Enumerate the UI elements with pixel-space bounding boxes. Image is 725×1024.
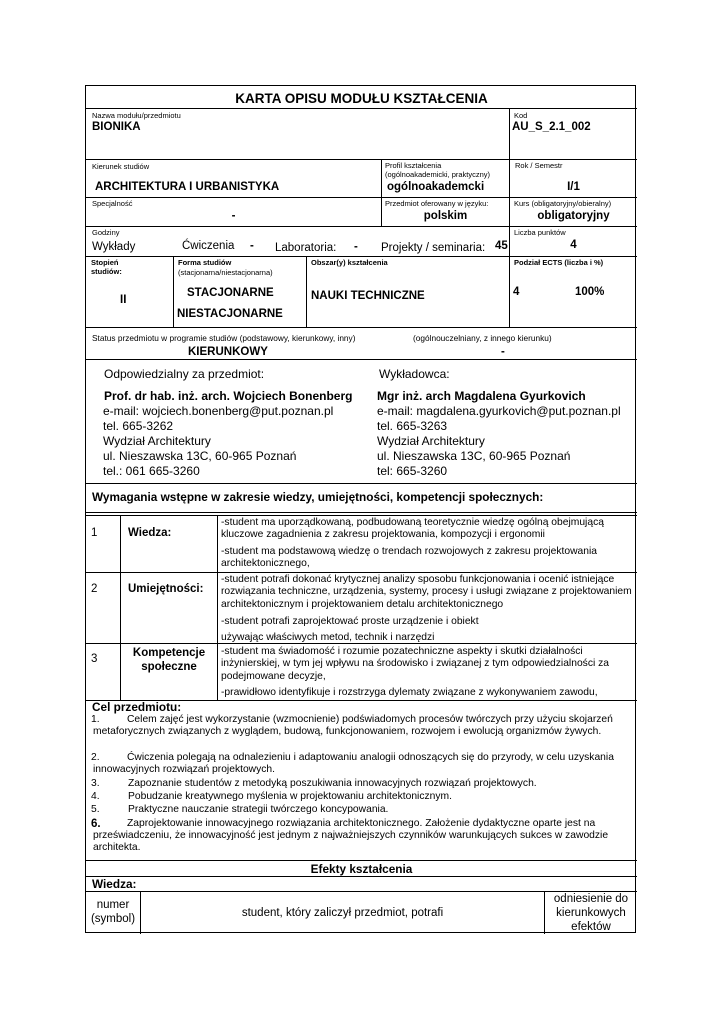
lecturer-department: Wydział Architektury: [377, 434, 485, 448]
ects-label: Podział ECTS (liczba i %): [514, 258, 604, 267]
divider: [381, 159, 382, 197]
divider: [86, 359, 637, 360]
document-title: KARTA OPISU MODUŁU KSZTAŁCENIA: [235, 91, 488, 106]
study-form-label-sub: (stacjonarna/niestacjonarna): [178, 268, 273, 277]
goal-number: 3.: [91, 778, 100, 789]
requirement-2-item-2: -student potrafi zaprojektować proste urządzenie i obiekt używając właściwych metod, technik i narzędzi: [221, 616, 479, 643]
laboratories-value: -: [354, 241, 358, 253]
language-label: Przedmiot oferowany w języku:: [385, 199, 489, 208]
divider: [509, 256, 510, 327]
divider: [86, 512, 637, 513]
requirement-2-label: Umiejętności:: [128, 583, 204, 595]
requirement-3-number: 3: [91, 653, 98, 665]
goal-number: 1.: [91, 714, 100, 725]
goal-text: Zapoznanie studentów z metodyką poszukiwania innowacyjnych rozwiązań projektowych.: [128, 778, 537, 789]
divider: [86, 327, 637, 328]
module-name-value: BIONIKA: [92, 121, 141, 133]
course-type-value: obligatoryjny: [537, 210, 610, 222]
profile-label: Profil kształcenia: [385, 161, 442, 170]
lecturer-name: Mgr inż. arch Magdalena Gyurkovich: [377, 389, 586, 403]
module-card: [85, 85, 636, 933]
profile-label-sub: (ogólnoakademicki, praktyczny): [385, 170, 491, 179]
effects-column-reference: odniesienie do kierunkowych efektów: [553, 893, 629, 933]
module-code-value: AU_S_2.1_002: [512, 121, 591, 133]
divider: [86, 572, 637, 573]
divider: [86, 197, 637, 198]
effects-column-description: student, który zaliczył przedmiot, potrafi: [241, 907, 444, 919]
year-semester-label: Rok / Semestr: [515, 161, 563, 170]
specialty-label: Specjalność: [92, 199, 133, 208]
responsible-email: e-mail: wojciech.bonenberg@put.poznan.pl: [103, 404, 334, 418]
responsible-name: Prof. dr hab. inż. arch. Wojciech Bonenberg: [104, 389, 353, 403]
responsible-label: Odpowiedzialny za przedmiot:: [104, 367, 265, 381]
requirement-3-item-2: -prawidłowo identyfikuje i rozstrzyga dylematy związane z wykonywaniem zawodu,: [221, 687, 598, 698]
goal-text: Praktyczne nauczanie strategii twórczego koncypowania.: [128, 804, 389, 815]
responsible-address: ul. Nieszawska 13C, 60-965 Poznań: [103, 449, 297, 463]
divider: [217, 515, 218, 700]
goal-item: [86, 714, 634, 738]
goal-number: 5.: [91, 804, 100, 815]
requirements-heading: Wymagania wstępne w zakresie wiedzy, umiejętności, kompetencji społecznych:: [92, 490, 544, 504]
module-code-label: Kod: [514, 111, 528, 120]
course-type-label: Kurs (obligatoryjny/obieralny): [514, 199, 612, 208]
degree-value: II: [120, 294, 127, 306]
area-value: NAUKI TECHNICZNE: [311, 290, 425, 302]
year-semester-value: I/1: [567, 181, 580, 193]
divider: [86, 860, 637, 861]
knowledge-heading: Wiedza:: [92, 877, 137, 891]
requirement-1-item-1: -student ma uporządkowaną, podbudowaną teoretycznie wiedzę ogólną obejmującą kluczowe zagadnienia z zakresu projektowania, kompozycji i ergonomii: [221, 517, 604, 541]
effects-heading: Efekty kształcenia: [310, 862, 413, 876]
responsible-phone: tel. 665-3262: [103, 419, 174, 433]
ects-number: 4: [513, 286, 520, 298]
goal-number: 2.: [91, 752, 100, 763]
divider: [86, 226, 637, 227]
ects-percent: 100%: [575, 286, 605, 298]
degree-label: Stopień: [91, 258, 119, 267]
requirement-3-item-1: -student ma świadomość i rozumie pozatechniczne aspekty i skutki działalności inżynierskiej, w tym jej wpływu na środowisko i związanej z tym odpowiedzialności za podejmowane decyzje,: [221, 646, 609, 682]
divider: [173, 256, 174, 327]
lecturer-email: e-mail: magdalena.gyurkovich@put.poznan.pl: [377, 404, 621, 418]
requirement-1-number: 1: [91, 527, 98, 539]
divider: [86, 483, 637, 484]
direction-value: ARCHITEKTURA I URBANISTYKA: [95, 181, 280, 193]
responsible-phone-2: tel.: 061 665-3260: [103, 464, 200, 478]
exercises-label: Ćwiczenia: [182, 240, 235, 252]
status-label: Status przedmiotu w programie studiów (podstawowy, kierunkowy, inny): [92, 333, 356, 343]
goal-text: Ćwiczenia polegają na odnalezieniu i adaptowaniu analogii odnoszących się do przyrody, w celu uzyskania innowacyjnych rozwiązań projektowych.: [93, 752, 614, 776]
language-value: polskim: [423, 210, 468, 222]
goal-number: 4.: [91, 791, 100, 802]
requirement-1-label: Wiedza:: [128, 527, 172, 539]
divider: [86, 256, 637, 257]
projects-value: 45: [495, 240, 508, 252]
responsible-department: Wydział Architektury: [103, 434, 211, 448]
status-label-2: (ogólnouczelniany, z innego kierunku): [413, 333, 552, 343]
projects-label: Projekty / seminaria:: [381, 242, 486, 254]
lecturer-address: ul. Nieszawska 13C, 60-965 Poznań: [377, 449, 571, 463]
profile-value: ogólnoakademcki: [387, 181, 485, 193]
lecturer-phone-2: tel: 665-3260: [377, 464, 448, 478]
module-name-label: Nazwa modułu/przedmiotu: [92, 111, 181, 120]
goal-text: Zaprojektowanie innowacyjnego rozwiązania architektonicznego. Założenie dydaktyczne oparte jest na przeświadczeniu, że innowacyjność jest jednym z najważniejszych czynników warunkujących sukces w zawodzie architekta.: [93, 818, 609, 854]
requirement-1-item-2: -student ma podstawową wiedzę o trendach rozwojowych z zakresu projektowania architektonicznego,: [221, 546, 598, 570]
goal-item: [86, 818, 634, 855]
goal-number: 6.: [91, 818, 101, 830]
study-form-value-2: NIESTACJONARNE: [177, 308, 283, 320]
direction-label: Kierunek studiów: [92, 162, 150, 171]
goal-item: [86, 752, 634, 776]
divider: [306, 256, 307, 327]
divider: [509, 108, 510, 159]
laboratories-label: Laboratoria:: [275, 242, 337, 254]
lectures-label: Wykłady: [92, 241, 136, 253]
study-form-value-1: STACJONARNE: [187, 287, 274, 299]
divider: [86, 643, 637, 644]
divider: [86, 159, 637, 160]
goal-list: [86, 714, 637, 860]
lecturer-phone: tel. 665-3263: [377, 419, 448, 433]
goal-text: Celem zajęć jest wykorzystanie (wzmocnienie) podświadomych procesów twórczych przy użyciu skojarzeń metaforycznych związanych z wyglądem, budową, funkcjonowaniem, rozwojem i ewolucją organizmów żywych.: [93, 714, 613, 738]
study-form-label: Forma studiów: [178, 258, 232, 267]
requirement-2-number: 2: [91, 583, 98, 595]
divider: [86, 108, 637, 109]
points-value: 4: [570, 239, 577, 251]
requirement-3-label: Kompetencje społeczne: [132, 647, 206, 673]
points-label: Liczba punktów: [514, 228, 566, 237]
effects-column-symbol: numer (symbol): [90, 899, 136, 925]
degree-label-sub: studiów:: [91, 267, 122, 276]
area-label: Obszar(y) kształcenia: [311, 258, 388, 267]
specialty-value: -: [231, 210, 236, 222]
status-value: KIERUNKOWY: [188, 346, 268, 358]
exercises-value: -: [250, 240, 254, 252]
divider: [86, 515, 637, 516]
status-value-2: -: [501, 346, 505, 358]
divider: [120, 515, 121, 700]
requirement-2-item-1: -student potrafi dokonać krytycznej analizy sposobu funkcjonowania i ocenić istniejące rozwiązania techniczne, urządzenia, systemy, procesy i usługi związane z projektowaniem architektonicznym i projektowaniem detalu architektonicznego: [221, 574, 632, 610]
lecturer-label: Wykładowca:: [379, 367, 450, 381]
hours-label: Godziny: [92, 228, 120, 237]
divider: [86, 876, 637, 877]
goal-heading: Cel przedmiotu:: [92, 700, 182, 714]
goal-text: Pobudzanie kreatywnego myślenia w projektowaniu architektonicznym.: [128, 791, 452, 802]
